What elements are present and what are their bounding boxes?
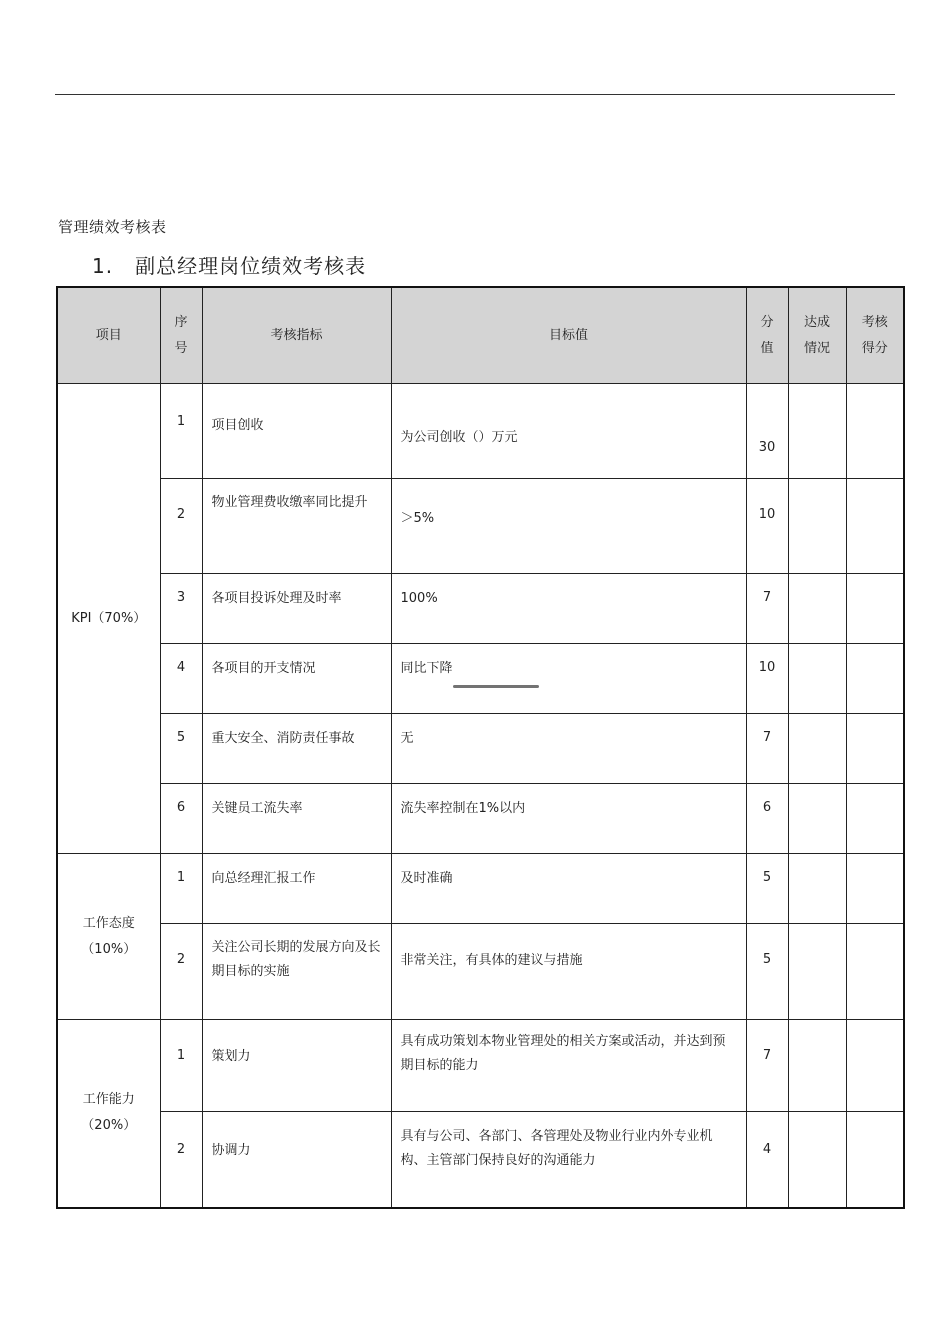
row-achievement [788, 644, 846, 714]
row-achievement [788, 1112, 846, 1208]
table-row [57, 714, 904, 784]
header-achievement: 达成 情况 [788, 287, 846, 384]
row-indicator: 关键员工流失率 [202, 784, 391, 854]
row-score: 10 [746, 644, 788, 714]
row-indicator: 重大安全、消防责任事故 [202, 714, 391, 784]
row-achievement [788, 784, 846, 854]
row-indicator: 各项目投诉处理及时率 [202, 574, 391, 644]
row-score: 7 [746, 714, 788, 784]
row-eval-score [846, 1020, 904, 1112]
row-score: 5 [746, 854, 788, 924]
row-indicator: 物业管理费收缴率同比提升 [202, 479, 391, 574]
row-target: 100% [391, 574, 746, 644]
table-row [57, 784, 904, 854]
row-target: 具有成功策划本物业管理处的相关方案或活动，并达到预期目标的能力 [391, 1020, 746, 1112]
header-rule [55, 94, 895, 95]
row-score: 10 [746, 479, 788, 574]
row-eval-score [846, 574, 904, 644]
row-indicator: 关注公司长期的发展方向及长期目标的实施 [202, 924, 391, 1020]
row-seq: 1 [160, 854, 202, 924]
header-seq: 序 号 [160, 287, 202, 384]
row-seq: 1 [160, 1020, 202, 1112]
row-score: 4 [746, 1112, 788, 1208]
table-row [57, 574, 904, 644]
document-title: 管理绩效考核表 [58, 218, 167, 236]
section-number: 1. [92, 254, 114, 278]
table-header-row [57, 287, 904, 384]
row-achievement [788, 384, 846, 479]
row-seq: 2 [160, 479, 202, 574]
row-eval-score [846, 384, 904, 479]
row-seq: 5 [160, 714, 202, 784]
row-target: 及时准确 [391, 854, 746, 924]
table-row [57, 924, 904, 1020]
row-target: 流失率控制在1%以内 [391, 784, 746, 854]
row-indicator: 向总经理汇报工作 [202, 854, 391, 924]
row-eval-score [846, 854, 904, 924]
row-achievement [788, 854, 846, 924]
table-row [57, 1112, 904, 1208]
row-achievement [788, 924, 846, 1020]
header-item: 项目 [57, 287, 160, 384]
row-achievement [788, 479, 846, 574]
row-target: ＞5% [391, 479, 746, 574]
table-row [57, 644, 904, 714]
section-heading [92, 250, 366, 279]
row-target: 非常关注，有具体的建议与措施 [391, 924, 746, 1020]
row-score: 7 [746, 1020, 788, 1112]
header-score: 分 值 [746, 287, 788, 384]
row-score: 7 [746, 574, 788, 644]
row-seq: 4 [160, 644, 202, 714]
row-target: 具有与公司、各部门、各管理处及物业行业内外专业机构、主管部门保持良好的沟通能力 [391, 1112, 746, 1208]
section-title: 副总经理岗位绩效考核表 [135, 254, 367, 278]
table-row [57, 384, 904, 479]
category-attitude: 工作态度 （10%） [57, 854, 160, 1020]
row-target: 无 [391, 714, 746, 784]
category-ability: 工作能力 （20%） [57, 1020, 160, 1208]
row-score: 6 [746, 784, 788, 854]
row-seq: 1 [160, 384, 202, 479]
row-score: 30 [746, 384, 788, 479]
row-eval-score [846, 924, 904, 1020]
row-indicator: 项目创收 [202, 384, 391, 479]
header-eval-score: 考核 得分 [846, 287, 904, 384]
row-eval-score [846, 479, 904, 574]
handwritten-underline-mark [453, 685, 539, 688]
row-target: 同比下降 [391, 644, 746, 714]
row-indicator: 各项目的开支情况 [202, 644, 391, 714]
row-seq: 6 [160, 784, 202, 854]
row-achievement [788, 1020, 846, 1112]
row-seq: 3 [160, 574, 202, 644]
header-target: 目标值 [391, 287, 746, 384]
table-row [57, 854, 904, 924]
row-eval-score [846, 784, 904, 854]
category-kpi: KPI（70%） [57, 384, 160, 854]
header-indicator: 考核指标 [202, 287, 391, 384]
row-indicator: 策划力 [202, 1020, 391, 1112]
row-eval-score [846, 1112, 904, 1208]
row-achievement [788, 574, 846, 644]
row-score: 5 [746, 924, 788, 1020]
row-eval-score [846, 644, 904, 714]
row-target: 为公司创收（）万元 [391, 384, 746, 479]
row-seq: 2 [160, 1112, 202, 1208]
row-indicator: 协调力 [202, 1112, 391, 1208]
row-eval-score [846, 714, 904, 784]
row-seq: 2 [160, 924, 202, 1020]
row-achievement [788, 714, 846, 784]
assessment-table [56, 286, 905, 1209]
table-row [57, 479, 904, 574]
table-row [57, 1020, 904, 1112]
